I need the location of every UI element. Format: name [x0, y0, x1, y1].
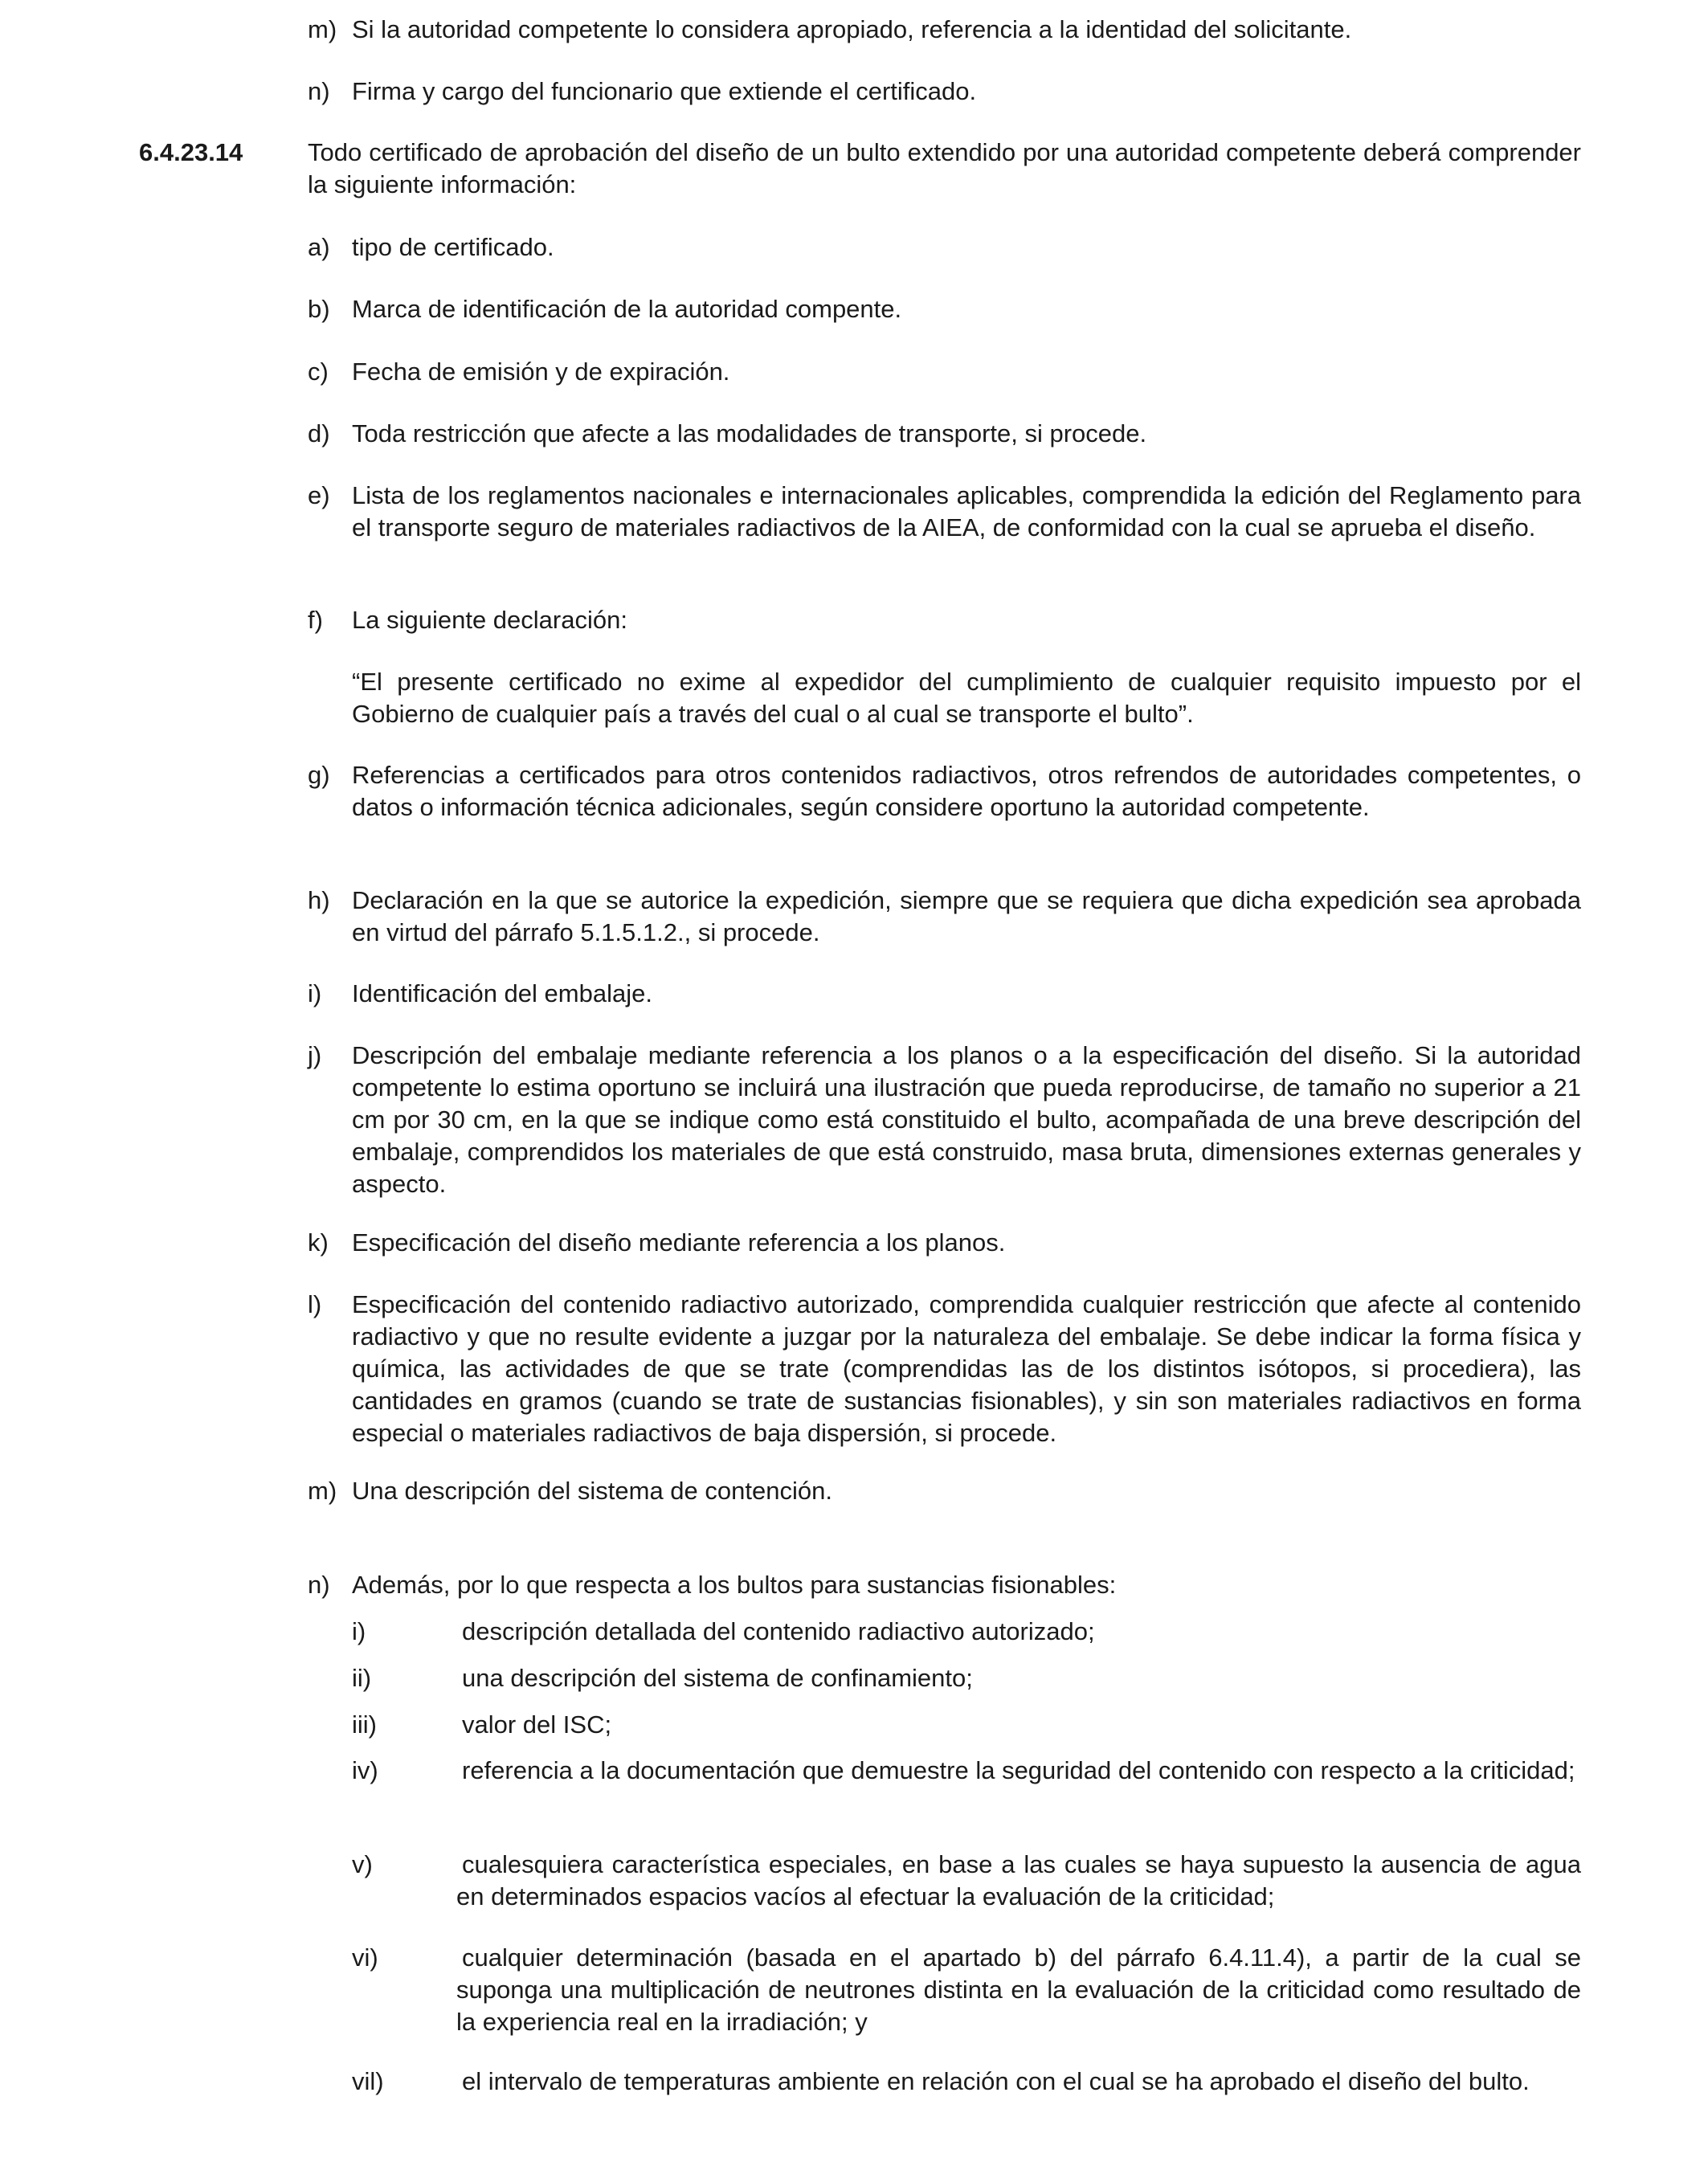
sub-item-ii [352, 1662, 1581, 1694]
list-item-d [308, 418, 1581, 450]
sub-item-text: valor del ISC; [462, 1710, 612, 1739]
item-label: l) [308, 1290, 322, 1318]
sub-item-label: i) [352, 1617, 366, 1645]
sub-item-iii [352, 1709, 1581, 1741]
list-item-j [308, 1040, 1581, 1200]
paragraph-number: 6.4.23.14 [139, 138, 243, 166]
sub-item-label: vil) [352, 2067, 384, 2095]
item-label: j) [308, 1041, 322, 1069]
list-item-n [308, 1569, 1581, 1601]
item-label: i) [308, 979, 322, 1007]
item-text: Lista de los reglamentos nacionales e internacionales aplicables, comprendida la edición del Reglamento para el transporte seguro de materiales radiactivos de la AIEA, de conformidad con la cual se aprueba el diseño. [352, 481, 1581, 541]
list-item-k [308, 1227, 1581, 1259]
item-label: b) [308, 295, 330, 323]
sub-item-label: v) [352, 1850, 373, 1878]
sub-item-text: cualesquiera característica especiales, en base a las cuales se haya supuesto la ausencia de agua en determinados espacios vacíos al efectuar la evaluación de la criticidad; [456, 1850, 1581, 1910]
item-text: Identificación del embalaje. [352, 979, 652, 1007]
item-label: k) [308, 1228, 329, 1257]
sub-item-text: el intervalo de temperaturas ambiente en relación con el cual se ha aprobado el diseño del bulto. [462, 2067, 1530, 2095]
list-item-l [308, 1289, 1581, 1449]
sub-item-vii [352, 2066, 1581, 2098]
item-label: d) [308, 419, 330, 447]
item-label: m) [308, 1477, 337, 1505]
list-item-b [308, 293, 1581, 325]
sub-item-label: iii) [352, 1710, 377, 1739]
sub-item-i [352, 1616, 1581, 1648]
list-item-c [308, 356, 1581, 388]
paragraph-text: Todo certificado de aprobación del diseño de un bulto extendido por una autoridad competente deberá comprender la siguiente información: [308, 138, 1581, 198]
item-label: h) [308, 886, 330, 914]
sub-item-text: referencia a la documentación que demuestre la seguridad del contenido con respecto a la criticidad; [462, 1756, 1575, 1784]
item-text: Fecha de emisión y de expiración. [352, 358, 730, 386]
item-label: n) [308, 1571, 330, 1599]
item-text: Toda restricción que afecte a las modalidades de transporte, si procede. [352, 419, 1147, 447]
sub-item-label: vi) [352, 1943, 378, 1972]
sub-item-vi [352, 1942, 1581, 2038]
item-label: g) [308, 761, 330, 789]
item-text: Especificación del contenido radiactivo autorizado, comprendida cualquier restricción que afecte al contenido radiactivo y que no resulte evidente a juzgar por la naturaleza del embalaje. Se debe indicar la forma física y química, las actividades de que se trate (comprendidas las de los distintos isótopos, si procediera), las cantidades en gramos (cuando se trate de sustancias fisionables), y sin son materiales radiactivos en forma especial o materiales radiactivos de baja dispersión, si procede. [352, 1290, 1581, 1447]
sub-item-label: ii) [352, 1664, 372, 1692]
item-label: m) [308, 15, 337, 43]
item-label: e) [308, 481, 330, 509]
item-label: n) [308, 77, 330, 105]
item-label: a) [308, 233, 330, 261]
list-item-h [308, 885, 1581, 949]
sub-item-label: iv) [352, 1756, 378, 1784]
sub-item-iv [352, 1755, 1581, 1787]
item-label: f) [308, 606, 323, 634]
item-text: Una descripción del sistema de contención. [352, 1477, 832, 1505]
list-item-m [308, 1475, 1581, 1507]
item-text: Marca de identificación de la autoridad compente. [352, 295, 902, 323]
list-item-intro-m [308, 14, 1581, 46]
sub-item-text: descripción detallada del contenido radiactivo autorizado; [462, 1617, 1095, 1645]
list-item-i [308, 978, 1581, 1010]
sub-item-text: una descripción del sistema de confinamiento; [462, 1664, 973, 1692]
sub-item-text: cualquier determinación (basada en el apartado b) del párrafo 6.4.11.4), a partir de la cual se suponga una multiplicación de neutrones distinta en la evaluación de la criticidad como resultado de la experiencia real en la irradiación; y [456, 1943, 1581, 2036]
item-text: tipo de certificado. [352, 233, 554, 261]
item-text: Descripción del embalaje mediante referencia a los planos o a la especificación del diseño. Si la autoridad competente lo estima oportuno se incluirá una ilustración que pueda reproducirse, de tamaño no superior a 21 cm por 30 cm, en la que se indique como está constituido el bulto, acompañada de una breve descripción del embalaje, comprendidos los materiales de que está construido, masa bruta, dimensiones externas generales y aspecto. [352, 1041, 1581, 1198]
item-text: La siguiente declaración: [352, 606, 627, 634]
list-item-a [308, 231, 1581, 264]
item-text: Además, por lo que respecta a los bultos para sustancias fisionables: [352, 1571, 1117, 1599]
item-text: Firma y cargo del funcionario que extiende el certificado. [352, 77, 977, 105]
item-text: Declaración en la que se autorice la expedición, siempre que se requiera que dicha expedición sea aprobada en virtud del párrafo 5.1.5.1.2., si procede. [352, 886, 1581, 946]
list-item-e [308, 480, 1581, 544]
item-text: Si la autoridad competente lo considera apropiado, referencia a la identidad del solicitante. [352, 15, 1352, 43]
list-item-g [308, 759, 1581, 823]
item-text: Referencias a certificados para otros contenidos radiactivos, otros refrendos de autoridades competentes, o datos o información técnica adicionales, según considere oportuno la autoridad competente. [352, 761, 1581, 821]
item-label: c) [308, 358, 329, 386]
list-item-intro-n [308, 76, 1581, 108]
declaration-quote: “El presente certificado no exime al expedidor del cumplimiento de cualquier requisito impuesto por el Gobierno de cualquier país a través del cual o al cual se transporte el bulto”. [352, 668, 1581, 728]
item-text: Especificación del diseño mediante referencia a los planos. [352, 1228, 1006, 1257]
sub-item-v [352, 1849, 1581, 1913]
list-item-f [308, 604, 1581, 636]
